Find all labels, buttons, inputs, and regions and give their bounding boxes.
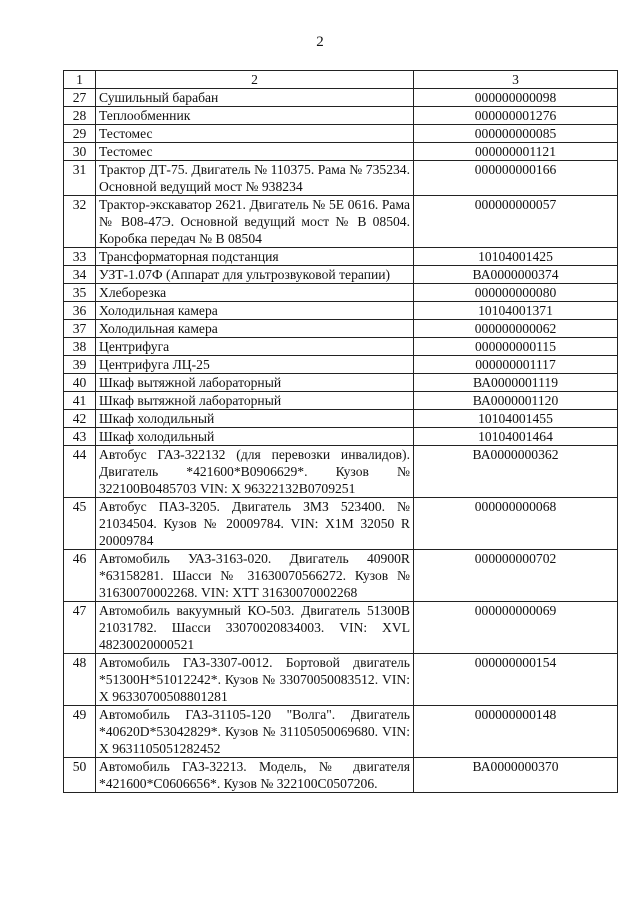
row-number-cell: 46 xyxy=(64,550,96,602)
item-description-cell: Центрифуга ЛЦ-25 xyxy=(96,356,414,374)
table-row xyxy=(64,266,618,284)
table-row xyxy=(64,338,618,356)
table-row xyxy=(64,498,618,550)
row-number-cell: 31 xyxy=(64,161,96,196)
item-description-cell: Трактор ДТ-75. Двигатель № 110375. Рама № 735234. Основной ведущий мост № 938234 xyxy=(96,161,414,196)
table-row xyxy=(64,356,618,374)
inventory-code-cell: 10104001425 xyxy=(414,248,618,266)
row-number-cell: 34 xyxy=(64,266,96,284)
table-row xyxy=(64,143,618,161)
row-number-cell: 29 xyxy=(64,125,96,143)
table-row xyxy=(64,89,618,107)
table-row xyxy=(64,550,618,602)
inventory-code-cell: ВА0000000374 xyxy=(414,266,618,284)
inventory-code-cell: 000000000098 xyxy=(414,89,618,107)
item-description-cell: Шкаф холодильный xyxy=(96,410,414,428)
item-description-cell: Шкаф вытяжной лабораторный xyxy=(96,392,414,410)
row-number-cell: 35 xyxy=(64,284,96,302)
inventory-code-cell: 000000000069 xyxy=(414,602,618,654)
row-number-cell: 41 xyxy=(64,392,96,410)
header-cell-1: 1 xyxy=(64,71,96,89)
table-row xyxy=(64,446,618,498)
row-number-cell: 42 xyxy=(64,410,96,428)
table-row xyxy=(64,428,618,446)
inventory-code-cell: 000000000166 xyxy=(414,161,618,196)
table-row xyxy=(64,392,618,410)
row-number-cell: 30 xyxy=(64,143,96,161)
inventory-code-cell: 000000000085 xyxy=(414,125,618,143)
inventory-code-cell: ВА0000001120 xyxy=(414,392,618,410)
row-number-cell: 45 xyxy=(64,498,96,550)
table-row xyxy=(64,248,618,266)
table-row xyxy=(64,758,618,793)
inventory-code-cell: 000000001121 xyxy=(414,143,618,161)
row-number-cell: 32 xyxy=(64,196,96,248)
table-row xyxy=(64,125,618,143)
inventory-code-cell: 10104001464 xyxy=(414,428,618,446)
item-description-cell: Трактор-экскаватор 2621. Двигатель № 5Е 0616. Рама № В08-47Э. Основной ведущий мост № В 08504. Коробка передач № В 08504 xyxy=(96,196,414,248)
item-description-cell: Автобус ГАЗ-322132 (для перевозки инвалидов). Двигатель *421600*В0906629*. Кузов № 322100В0485703 VIN: Х 96322132В0709251 xyxy=(96,446,414,498)
row-number-cell: 39 xyxy=(64,356,96,374)
header-cell-2: 2 xyxy=(96,71,414,89)
row-number-cell: 37 xyxy=(64,320,96,338)
inventory-code-cell: 000000000148 xyxy=(414,706,618,758)
inventory-code-cell: 10104001455 xyxy=(414,410,618,428)
table-row xyxy=(64,320,618,338)
table-row xyxy=(64,374,618,392)
inventory-code-cell: 000000001117 xyxy=(414,356,618,374)
table-row xyxy=(64,284,618,302)
inventory-code-cell: 000000000068 xyxy=(414,498,618,550)
inventory-code-cell: ВА0000000362 xyxy=(414,446,618,498)
inventory-code-cell: ВА0000000370 xyxy=(414,758,618,793)
inventory-code-cell: 000000000080 xyxy=(414,284,618,302)
inventory-code-cell: 000000000702 xyxy=(414,550,618,602)
item-description-cell: Автомобиль ГАЗ-31105-120 "Волга". Двигатель *40620D*53042829*. Кузов № 31105050069680. VIN: Х 9631105051282452 xyxy=(96,706,414,758)
table-row xyxy=(64,706,618,758)
item-description-cell: Автобус ПАЗ-3205. Двигатель ЗМЗ 523400. № 21034504. Кузов № 20009784. VIN: Х1М 32050 R 20009784 xyxy=(96,498,414,550)
item-description-cell: Автомобиль ГАЗ-32213. Модель, № двигателя *421600*С0606656*. Кузов № 322100С0507206. xyxy=(96,758,414,793)
page-number: 2 xyxy=(316,34,324,50)
table-row xyxy=(64,107,618,125)
item-description-cell: Автомобиль ГАЗ-3307-0012. Бортовой двигатель *51300Н*51012242*. Кузов № 33070050083512. VIN: Х 96330700508801281 xyxy=(96,654,414,706)
row-number-cell: 48 xyxy=(64,654,96,706)
item-description-cell: Холодильная камера xyxy=(96,302,414,320)
item-description-cell: Автомобиль УАЗ-3163-020. Двигатель 40900R *63158281. Шасси № 31630070566272. Кузов № 31630070002268. VIN: ХТТ 31630070002268 xyxy=(96,550,414,602)
row-number-cell: 38 xyxy=(64,338,96,356)
item-description-cell: Шкаф холодильный xyxy=(96,428,414,446)
table-row xyxy=(64,196,618,248)
inventory-code-cell: ВА0000001119 xyxy=(414,374,618,392)
inventory-code-cell: 000000001276 xyxy=(414,107,618,125)
item-description-cell: УЗТ-1.07Ф (Аппарат для ультрозвуковой терапии) xyxy=(96,266,414,284)
item-description-cell: Центрифуга xyxy=(96,338,414,356)
row-number-cell: 40 xyxy=(64,374,96,392)
item-description-cell: Теплообменник xyxy=(96,107,414,125)
row-number-cell: 50 xyxy=(64,758,96,793)
inventory-code-cell: 000000000115 xyxy=(414,338,618,356)
inventory-table xyxy=(63,70,618,793)
table-row xyxy=(64,410,618,428)
item-description-cell: Хлеборезка xyxy=(96,284,414,302)
item-description-cell: Сушильный барабан xyxy=(96,89,414,107)
row-number-cell: 33 xyxy=(64,248,96,266)
item-description-cell: Трансформаторная подстанция xyxy=(96,248,414,266)
inventory-code-cell: 000000000057 xyxy=(414,196,618,248)
inventory-code-cell: 000000000154 xyxy=(414,654,618,706)
item-description-cell: Тестомес xyxy=(96,125,414,143)
row-number-cell: 36 xyxy=(64,302,96,320)
table-row xyxy=(64,602,618,654)
item-description-cell: Тестомес xyxy=(96,143,414,161)
row-number-cell: 47 xyxy=(64,602,96,654)
row-number-cell: 28 xyxy=(64,107,96,125)
header-cell-3: 3 xyxy=(414,71,618,89)
table-header-row xyxy=(64,71,618,89)
item-description-cell: Шкаф вытяжной лабораторный xyxy=(96,374,414,392)
table-row xyxy=(64,654,618,706)
item-description-cell: Автомобиль вакуумный КО-503. Двигатель 51300В 21031782. Шасси 33070020834003. VIN: XVL 48230020000521 xyxy=(96,602,414,654)
table-row xyxy=(64,161,618,196)
row-number-cell: 44 xyxy=(64,446,96,498)
row-number-cell: 43 xyxy=(64,428,96,446)
row-number-cell: 49 xyxy=(64,706,96,758)
table-row xyxy=(64,302,618,320)
inventory-code-cell: 10104001371 xyxy=(414,302,618,320)
item-description-cell: Холодильная камера xyxy=(96,320,414,338)
inventory-code-cell: 000000000062 xyxy=(414,320,618,338)
row-number-cell: 27 xyxy=(64,89,96,107)
